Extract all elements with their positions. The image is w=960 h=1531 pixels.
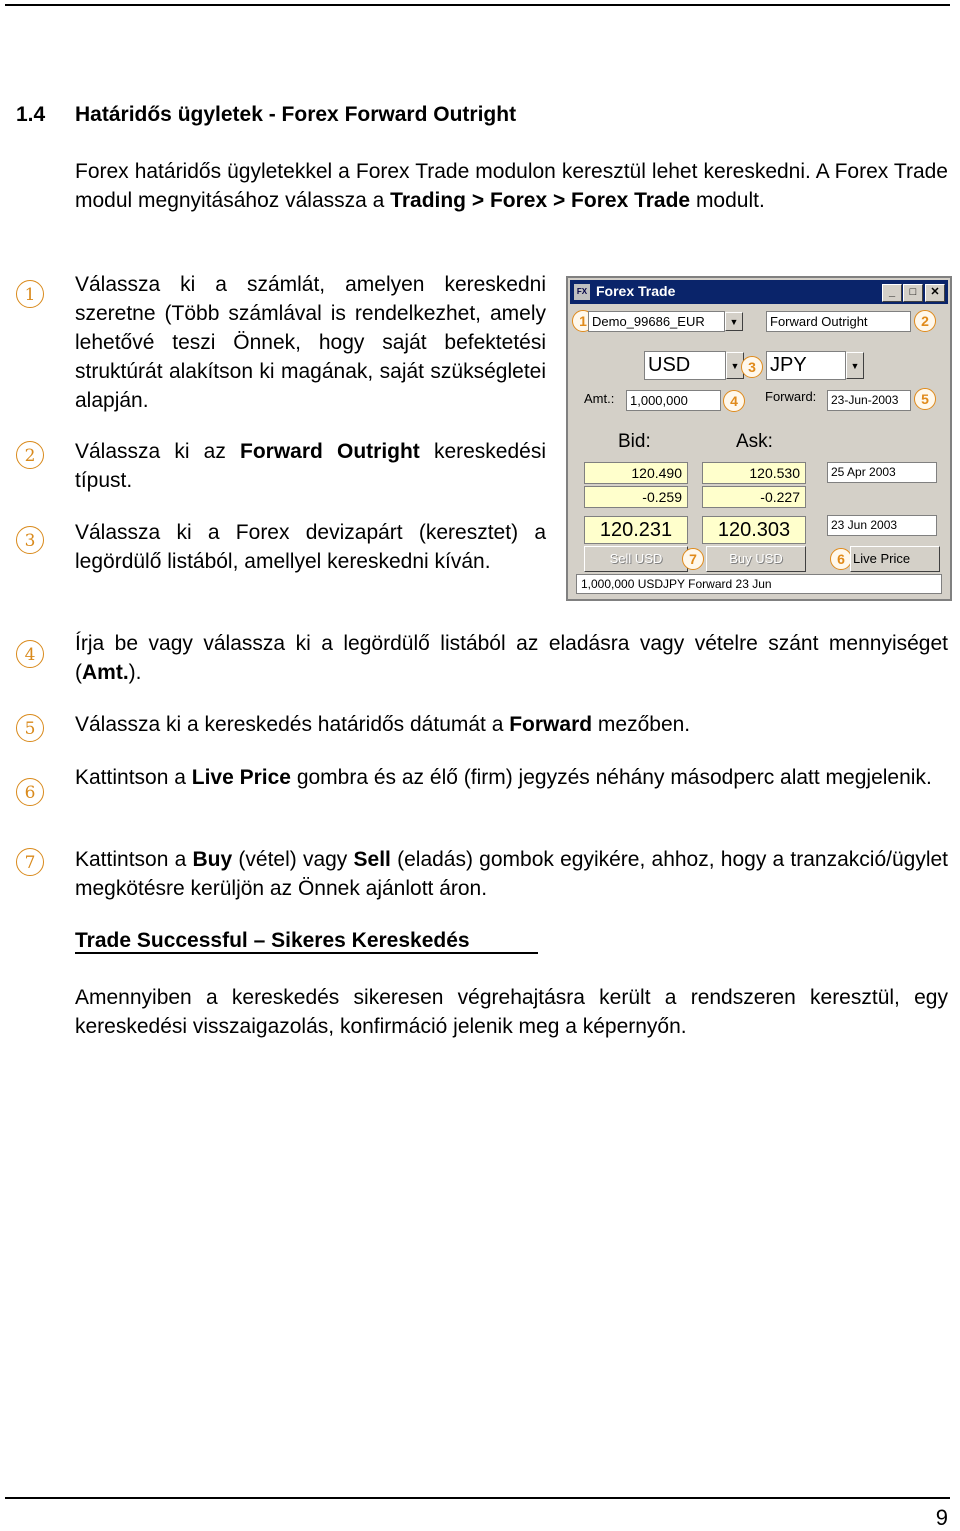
marker-1: 1 bbox=[572, 310, 594, 332]
ask-label: Ask: bbox=[736, 431, 773, 452]
section-title: Határidős ügyletek - Forex Forward Outright bbox=[75, 103, 517, 126]
spot-date: 25 Apr 2003 bbox=[827, 462, 937, 483]
account-select[interactable]: Demo_99686_EUR bbox=[588, 311, 725, 332]
intro-line2-prefix: A Forex Trade modul megnyitásához válassza a bbox=[75, 160, 948, 212]
step-2-marker: 2 bbox=[16, 441, 44, 469]
bid-points: -0.259 bbox=[584, 486, 688, 508]
status-bar: 1,000,000 USDJPY Forward 23 Jun bbox=[576, 574, 942, 594]
step-5-prefix: Válassza ki a kereskedés határidős dátumát a bbox=[75, 713, 510, 736]
forward-date-input[interactable]: 23-Jun-2003 bbox=[827, 390, 911, 411]
ccy1-select[interactable]: USD bbox=[644, 351, 726, 380]
marker-7: 7 bbox=[682, 548, 704, 570]
forward-label: Forward: bbox=[765, 389, 817, 404]
closing-paragraph: Amennyiben a kereskedés sikeresen végrehajtásra került a rendszeren keresztül, egy kereskedési visszaigazolás, konfirmáció jelenik meg a képernyőn. bbox=[75, 986, 948, 1038]
bid-spot: 120.490 bbox=[584, 462, 688, 484]
step-2-prefix: Válassza ki az bbox=[75, 440, 240, 463]
account-dropdown-icon[interactable]: ▼ bbox=[725, 312, 743, 331]
intro-paragraph bbox=[75, 157, 948, 215]
marker-5: 5 bbox=[914, 388, 936, 410]
step-1-text: Válassza ki a számlát, amelyen kereskedni szeretne (Több számlával is rendelkezhet, amely lehetővé teszi Önnek, hogy saját befektetési struktúrát alakítson ki magának, saját szükségletei alapján. bbox=[75, 273, 546, 412]
subheading-rest: – Sikeres Kereskedés bbox=[247, 929, 470, 952]
ccy1-dropdown-icon[interactable]: ▼ bbox=[726, 352, 744, 379]
step-7-prefix: Kattintson a bbox=[75, 848, 193, 871]
live-price-button[interactable]: Live Price bbox=[850, 546, 940, 572]
sell-usd-button[interactable]: Sell USD bbox=[584, 546, 688, 572]
amt-label: Amt.: bbox=[584, 391, 615, 406]
intro-line1: Forex határidős ügyletekkel a Forex Trade modulon keresztül lehet kereskedni. bbox=[75, 160, 811, 183]
ccy2-dropdown-icon[interactable]: ▼ bbox=[846, 352, 864, 379]
step-6-bold: Live Price bbox=[191, 766, 291, 789]
subheading bbox=[75, 926, 948, 955]
buy-usd-button[interactable]: Buy USD bbox=[706, 546, 806, 572]
step-6-prefix: Kattintson a bbox=[75, 766, 192, 789]
ask-points: -0.227 bbox=[702, 486, 806, 508]
bid-label: Bid: bbox=[618, 431, 651, 452]
top-rule bbox=[5, 4, 950, 6]
step-5-bold: Forward bbox=[509, 713, 593, 736]
minimize-icon[interactable]: _ bbox=[882, 284, 902, 302]
section-number: 1.4 bbox=[16, 103, 46, 126]
step-4-bold: Amt. bbox=[82, 661, 129, 684]
step-7-bold2: Sell bbox=[353, 848, 391, 871]
step-4-suffix: ). bbox=[128, 661, 142, 684]
step-4-prefix: Írja be vagy válassza ki a legördülő listából az eladásra vagy vételre szánt mennyiséget ( bbox=[75, 632, 948, 684]
close-icon[interactable]: ✕ bbox=[925, 284, 945, 302]
step-2-suffix: kereskedési típust. bbox=[75, 440, 546, 492]
ask-spot: 120.530 bbox=[702, 462, 806, 484]
subheading-underline bbox=[75, 952, 538, 954]
step-2-text bbox=[75, 437, 546, 495]
step-4-marker: 4 bbox=[16, 640, 44, 668]
bottom-rule bbox=[5, 1497, 950, 1499]
amount-input[interactable]: 1,000,000 bbox=[626, 390, 721, 411]
window-title: Forex Trade bbox=[596, 283, 676, 299]
ccy2-select[interactable]: JPY bbox=[766, 351, 846, 380]
marker-2: 2 bbox=[914, 310, 936, 332]
step-7-marker: 7 bbox=[16, 848, 44, 876]
page-number: 9 bbox=[935, 1505, 948, 1530]
step-5-marker: 5 bbox=[16, 714, 44, 742]
step-7-bold: Buy bbox=[192, 848, 233, 871]
ask-price: 120.303 bbox=[702, 516, 806, 544]
window-titlebar bbox=[570, 280, 948, 304]
step-5-suffix: mezőben. bbox=[592, 713, 691, 736]
intro-line2-bold: Trading > Forex > Forex Trade bbox=[390, 189, 691, 212]
app-icon: FX bbox=[574, 284, 590, 300]
step-3-marker: 3 bbox=[16, 526, 44, 554]
forex-trade-window bbox=[566, 276, 952, 601]
trade-type-select[interactable]: Forward Outright bbox=[766, 311, 911, 332]
maximize-icon[interactable]: □ bbox=[903, 284, 923, 302]
step-6-marker: 6 bbox=[16, 778, 44, 806]
step-1-marker: 1 bbox=[16, 280, 44, 308]
step-7-mid: (vétel) vagy bbox=[232, 848, 354, 871]
step-7-suffix: (eladás) gombok egyikére, ahhoz, hogy a tranzakció/ügylet megkötésre kerüljön az Önnek ajánlott áron. bbox=[75, 848, 948, 900]
marker-3: 3 bbox=[741, 356, 763, 378]
marker-4: 4 bbox=[723, 390, 745, 412]
step-6-text bbox=[75, 763, 948, 792]
subheading-bold: Trade Successful bbox=[75, 929, 248, 952]
step-4-text bbox=[75, 629, 948, 687]
intro-line2-suffix: modult. bbox=[690, 189, 765, 212]
step-5-text bbox=[75, 710, 948, 739]
forward-date: 23 Jun 2003 bbox=[827, 515, 937, 536]
marker-6: 6 bbox=[830, 548, 852, 570]
bid-price: 120.231 bbox=[584, 516, 688, 544]
step-6-suffix: gombra és az élő (firm) jegyzés néhány másodperc alatt megjelenik. bbox=[290, 766, 932, 789]
step-7-text bbox=[75, 845, 948, 903]
step-2-bold: Forward Outright bbox=[240, 440, 420, 463]
step-3-text: Válassza ki a Forex devizapárt (keresztet) a legördülő listából, amellyel kereskedni kíván. bbox=[75, 521, 546, 573]
